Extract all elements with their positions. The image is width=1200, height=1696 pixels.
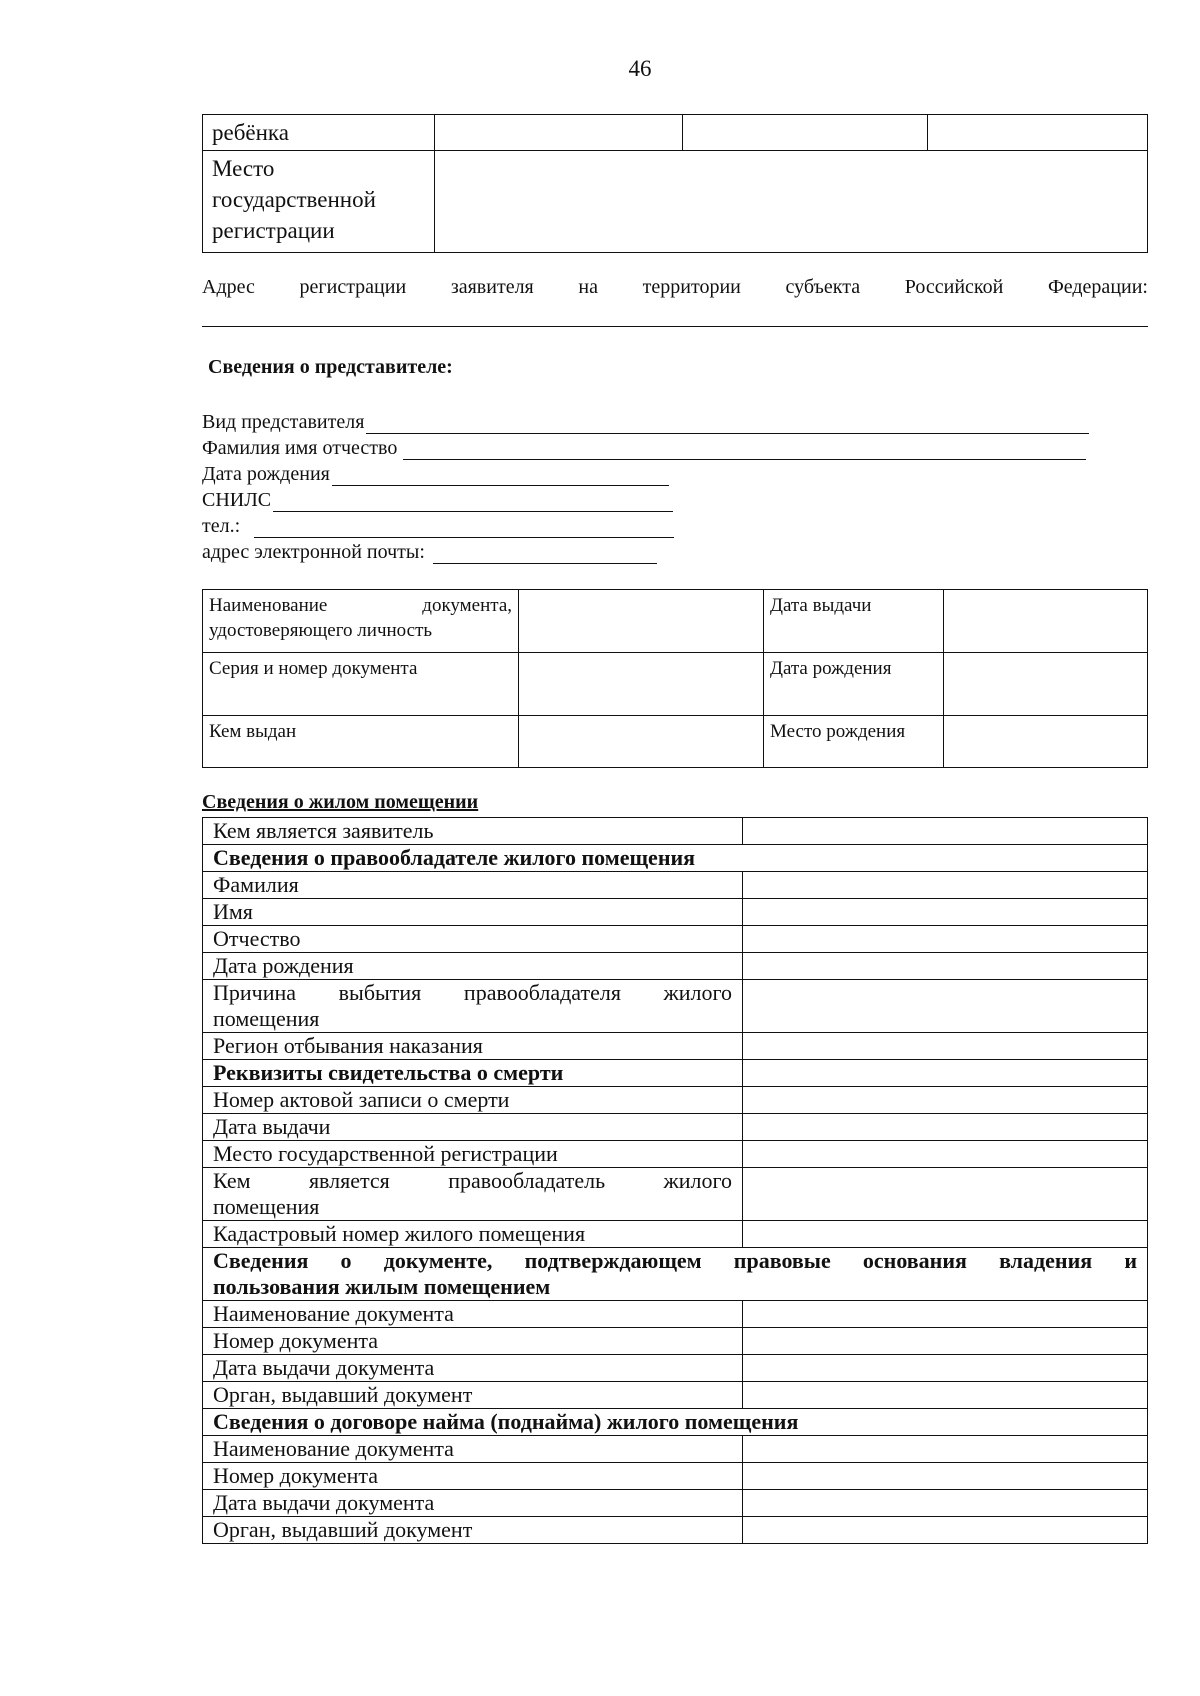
birth-place-label: Место рождения: [770, 721, 906, 742]
table-row: [203, 1490, 1148, 1517]
row-label: Номер актовой записи о смерти: [203, 1087, 743, 1114]
table-row: [203, 1517, 1148, 1544]
table-row: [203, 1168, 1148, 1221]
issued-by-label: Кем выдан: [209, 721, 297, 742]
row-label: Дата выдачи документа: [203, 1355, 743, 1382]
owner-birth-date-value[interactable]: [743, 953, 1148, 980]
issue-date-value[interactable]: [944, 590, 1148, 653]
representative-type-label: Вид представителя: [202, 411, 365, 433]
rep-birth-date-input[interactable]: [332, 465, 669, 486]
fio-label: Фамилия имя отчество: [202, 437, 398, 459]
row-label: Номер документа: [203, 1328, 743, 1355]
death-reg-place-value[interactable]: [743, 1141, 1148, 1168]
lease-doc-number-value[interactable]: [743, 1463, 1148, 1490]
applicant-role-value[interactable]: [743, 818, 1148, 845]
child-label-cell: [203, 115, 435, 151]
table-row: [203, 1033, 1148, 1060]
address-word-3: заявителя: [450, 276, 534, 298]
table-row: [203, 1087, 1148, 1114]
row-label: Номер документа: [203, 1463, 743, 1490]
lease-doc-date-value[interactable]: [743, 1490, 1148, 1517]
owner-role-value[interactable]: [743, 1168, 1148, 1221]
doc-name-label-cell: [203, 590, 519, 653]
field-fio: [202, 436, 1086, 460]
owner-role-label: [203, 1168, 743, 1221]
death-issue-date-value[interactable]: [743, 1114, 1148, 1141]
doc-name-label-line-2: удостоверяющего личность: [209, 620, 433, 641]
doc-birth-date-label-cell: [764, 653, 944, 716]
registration-place-label-line-1: Место: [212, 156, 275, 181]
row-label: Фамилия: [203, 872, 743, 899]
series-number-label: Серия и номер документа: [209, 658, 418, 679]
birth-place-label-cell: [764, 716, 944, 768]
table-row: [203, 1060, 1148, 1087]
departure-reason-value[interactable]: [743, 980, 1148, 1033]
section-header-owner: Сведения о правообладателе жилого помещения: [203, 845, 1148, 872]
owner-role-line-1: Кем является правообладатель жилого: [213, 1168, 732, 1193]
row-label: Дата выдачи документа: [203, 1490, 743, 1517]
table-row: [203, 1463, 1148, 1490]
own-doc-date-value[interactable]: [743, 1355, 1148, 1382]
section-header-death-cert: Реквизиты свидетельства о смерти: [203, 1060, 743, 1087]
field-email: [202, 540, 657, 564]
field-snils: [202, 488, 673, 512]
series-number-label-cell: [203, 653, 519, 716]
snils-input[interactable]: [273, 491, 673, 512]
departure-reason-line-1: Причина выбытия правообладателя жилого: [213, 980, 732, 1005]
child-value-cell-1[interactable]: [435, 115, 683, 151]
death-cert-value[interactable]: [743, 1060, 1148, 1087]
death-record-number-value[interactable]: [743, 1087, 1148, 1114]
lease-doc-name-value[interactable]: [743, 1436, 1148, 1463]
address-input-line[interactable]: [202, 326, 1148, 327]
address-word-8: Федерации:: [1047, 276, 1148, 298]
address-word-2: регистрации: [299, 276, 407, 298]
issued-by-value[interactable]: [519, 716, 764, 768]
name-value[interactable]: [743, 899, 1148, 926]
address-word-4: на: [578, 276, 598, 298]
row-label: Орган, выдавший документ: [203, 1382, 743, 1409]
row-label: Место государственной регистрации: [203, 1141, 743, 1168]
departure-reason-label: [203, 980, 743, 1033]
field-representative-type: [202, 410, 1089, 434]
section-header-lease: Сведения о договоре найма (поднайма) жилого помещения: [203, 1409, 1148, 1436]
doc-name-value[interactable]: [519, 590, 764, 653]
series-number-value[interactable]: [519, 653, 764, 716]
address-word-1: Адрес: [202, 276, 255, 298]
address-word-6: субъекта: [785, 276, 861, 298]
snils-label: СНИЛС: [202, 489, 272, 511]
section-header-ownership-doc: [203, 1248, 1148, 1301]
row-label: Кадастровый номер жилого помещения: [203, 1221, 743, 1248]
ownership-doc-section-line-1: Сведения о документе, подтверждающем правовые основания владения и: [213, 1248, 1137, 1273]
patronymic-value[interactable]: [743, 926, 1148, 953]
child-value-cell-3[interactable]: [928, 115, 1148, 151]
issue-date-label-cell: [764, 590, 944, 653]
row-label: Дата выдачи: [203, 1114, 743, 1141]
page-number: 46: [628, 56, 652, 81]
doc-name-label-line-1: Наименование документа,: [209, 595, 512, 616]
field-rep-birth-date: [202, 462, 669, 486]
registration-place-value[interactable]: [435, 151, 1148, 253]
rep-birth-date-label: Дата рождения: [202, 463, 330, 485]
address-word-5: территории: [642, 276, 741, 298]
representative-heading: Сведения о представителе:: [208, 356, 453, 378]
issue-date-label: Дата выдачи: [770, 595, 872, 616]
fio-input[interactable]: [403, 439, 1086, 460]
phone-label: тел.:: [202, 515, 241, 537]
ownership-doc-section-line-2: пользования жилым помещением: [213, 1274, 551, 1299]
table-row: [203, 818, 1148, 845]
issued-by-label-cell: [203, 716, 519, 768]
table-row: [203, 1328, 1148, 1355]
table-row: [203, 926, 1148, 953]
table-row: [203, 1355, 1148, 1382]
email-input[interactable]: [433, 543, 657, 564]
table-row: [203, 980, 1148, 1033]
surname-value[interactable]: [743, 872, 1148, 899]
lease-doc-issuer-value[interactable]: [743, 1517, 1148, 1544]
phone-input[interactable]: [254, 517, 674, 538]
table-row: [203, 872, 1148, 899]
table-row: [203, 1114, 1148, 1141]
owner-role-line-2: помещения: [213, 1194, 320, 1219]
doc-birth-date-value[interactable]: [944, 653, 1148, 716]
row-label: Отчество: [203, 926, 743, 953]
child-value-cell-2[interactable]: [683, 115, 928, 151]
registration-place-label-cell: [203, 151, 435, 253]
address-word-7: Российской: [904, 276, 1004, 298]
housing-table: [202, 817, 1148, 1544]
row-label: Наименование документа: [203, 1436, 743, 1463]
departure-reason-line-2: помещения: [213, 1006, 320, 1031]
table-row: [203, 899, 1148, 926]
representative-type-input[interactable]: [366, 413, 1089, 434]
table-row: [203, 1141, 1148, 1168]
email-label: адрес электронной почты:: [202, 541, 425, 563]
own-doc-number-value[interactable]: [743, 1328, 1148, 1355]
table-row: [203, 1248, 1148, 1301]
row-label: Дата рождения: [203, 953, 743, 980]
cadastral-number-value[interactable]: [743, 1221, 1148, 1248]
table-row: [203, 1409, 1148, 1436]
registration-place-label-line-2: государственной: [212, 187, 376, 212]
sentence-region-value[interactable]: [743, 1033, 1148, 1060]
address-label: [202, 276, 1148, 299]
identity-document-table: [202, 589, 1148, 768]
child-label: ребёнка: [212, 120, 289, 145]
doc-birth-date-label: Дата рождения: [770, 658, 892, 679]
own-doc-issuer-value[interactable]: [743, 1382, 1148, 1409]
housing-heading: Сведения о жилом помещении: [202, 791, 479, 813]
field-phone: [202, 514, 674, 538]
row-label: Регион отбывания наказания: [203, 1033, 743, 1060]
own-doc-name-value[interactable]: [743, 1301, 1148, 1328]
row-label: Наименование документа: [203, 1301, 743, 1328]
row-label: Имя: [203, 899, 743, 926]
child-registration-table: [202, 114, 1148, 253]
table-row: [203, 845, 1148, 872]
table-row: [203, 1382, 1148, 1409]
table-row: [203, 1436, 1148, 1463]
row-label: Кем является заявитель: [203, 818, 743, 845]
birth-place-value[interactable]: [944, 716, 1148, 768]
table-row: [203, 953, 1148, 980]
table-row: [203, 1301, 1148, 1328]
registration-place-label-line-3: регистрации: [212, 218, 335, 243]
row-label: Орган, выдавший документ: [203, 1517, 743, 1544]
table-row: [203, 1221, 1148, 1248]
